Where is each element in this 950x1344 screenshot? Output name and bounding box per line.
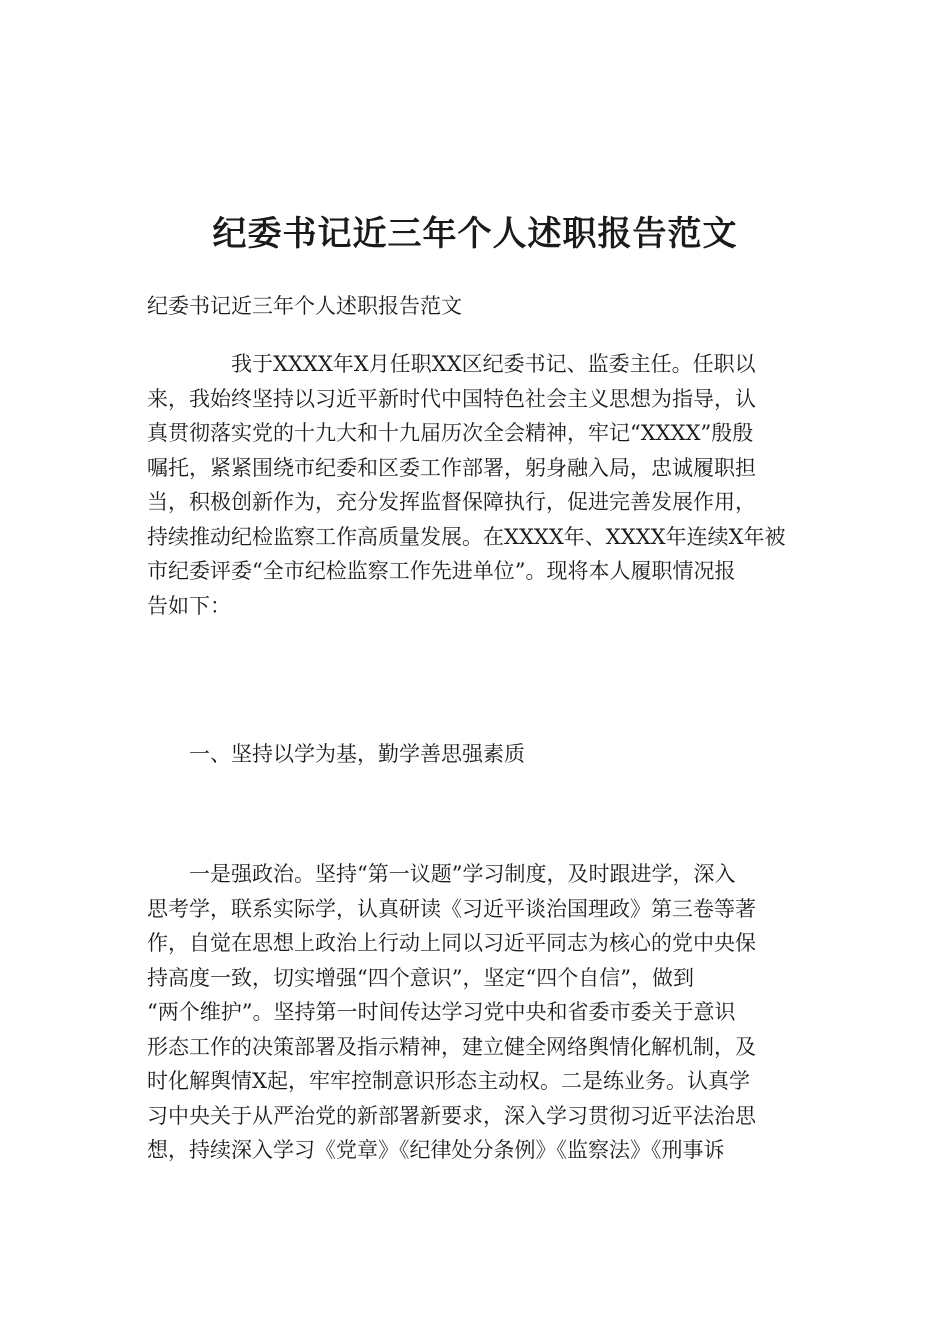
intro-line: 市纪委评委“全市纪检监察工作先进单位”。现将本人履职情况报 — [147, 559, 736, 583]
intro-line: 真贯彻落实党的十九大和十九届历次全会精神，牢记“XXXX”殷殷 — [147, 421, 754, 445]
intro-line: 持续推动纪检监察工作高质量发展。在XXXX年、XXXX年连续X年被 — [147, 524, 786, 549]
body-line: 习中央关于从严治党的新部署新要求，深入学习贯彻习近平法治思 — [147, 1103, 756, 1128]
body-line: “两个维护”。坚持第一时间传达学习党中央和省委市委关于意识 — [147, 1000, 736, 1024]
section-body-paragraph — [147, 857, 807, 1168]
body-line: 思考学，联系实际学，认真研读《习近平谈治国理政》第三卷等著 — [147, 896, 756, 921]
intro-line: 当，积极创新作为，充分发挥监督保障执行，促进完善发展作用， — [147, 490, 756, 514]
body-line: 作，自觉在思想上政治上行动上同以习近平同志为核心的党中央保 — [147, 931, 756, 955]
document-title: 纪委书记近三年个人述职报告范文 — [212, 214, 738, 254]
section-heading: 一、坚持以学为基，勤学善思强素质 — [147, 742, 525, 766]
body-line: 形态工作的决策部署及指示精神，建立健全网络舆情化解机制，及 — [147, 1034, 756, 1059]
intro-line: 来，我始终坚持以习近平新时代中国特色社会主义思想为指导，认 — [147, 386, 756, 411]
body-line: 一是强政治。坚持“第一议题”学习制度，及时跟进学，深入 — [147, 862, 736, 886]
body-line: 持高度一致，切实增强“四个意识”，坚定“四个自信”，做到 — [147, 965, 694, 990]
document-subtitle: 纪委书记近三年个人述职报告范文 — [147, 294, 462, 318]
body-line: 想，持续深入学习《党章》《纪律处分条例》《监察法》《刑事诉 — [147, 1138, 725, 1162]
intro-line: 告如下： — [147, 593, 231, 618]
intro-paragraph — [147, 347, 807, 623]
body-line: 时化解舆情X起，牢牢控制意识形态主动权。二是练业务。认真学 — [147, 1069, 750, 1093]
intro-line: 我于XXXX年X月任职XX区纪委书记、监委主任。任职以 — [147, 352, 756, 376]
intro-line: 嘱托，紧紧围绕市纪委和区委工作部署，躬身融入局，忠诚履职担 — [147, 455, 756, 480]
